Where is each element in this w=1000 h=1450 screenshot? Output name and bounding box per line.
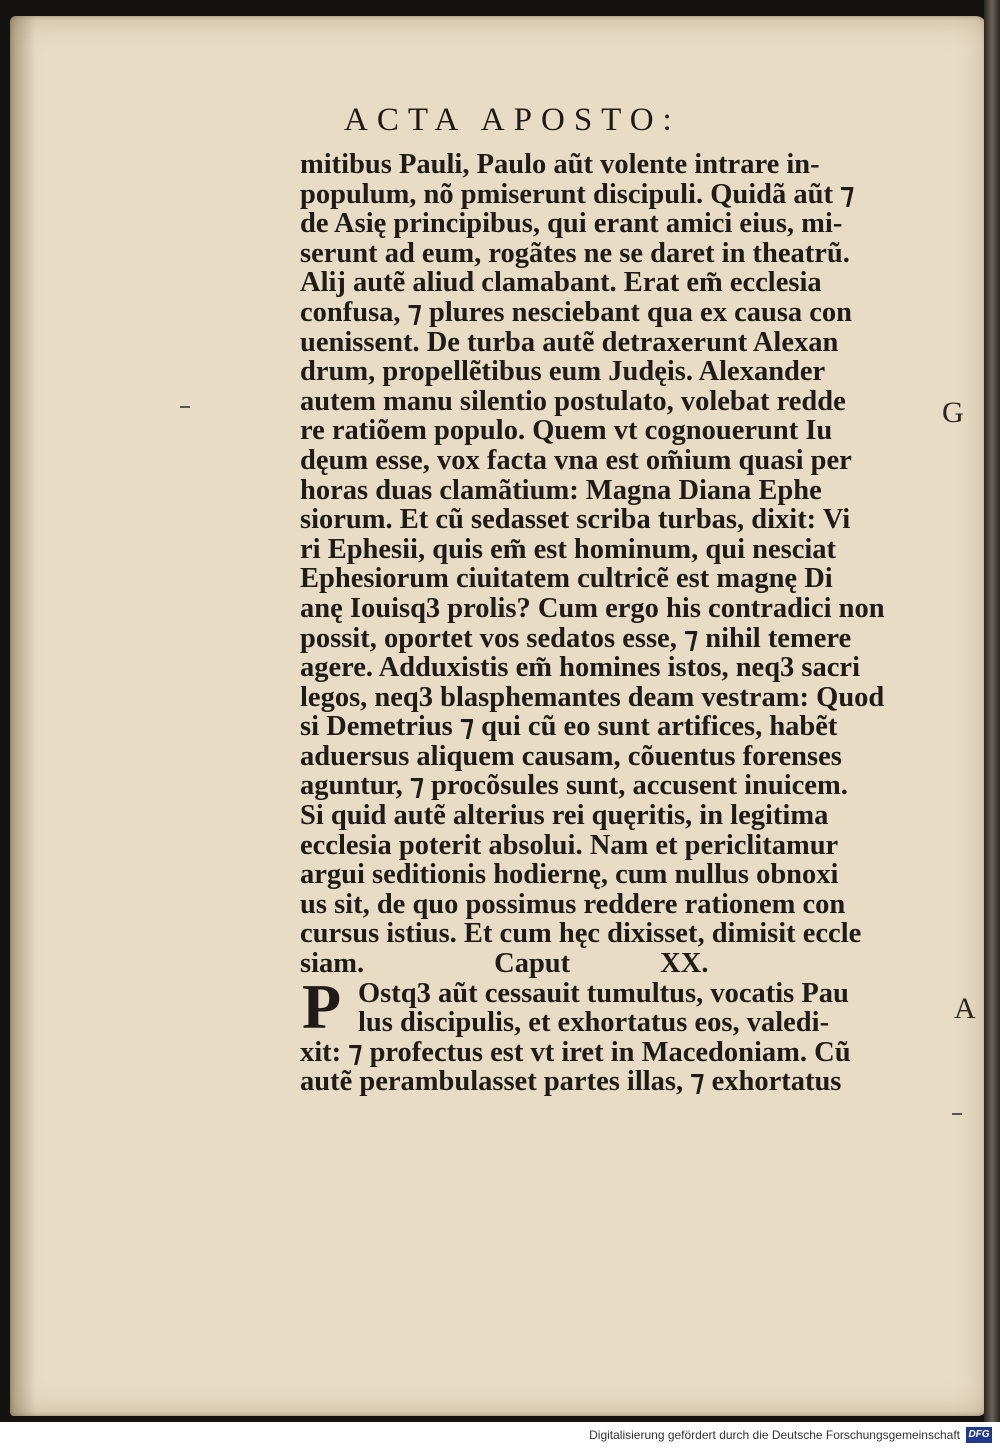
text-line: autẽ perambulasset partes illas, ⁊ exhortatus [300, 1066, 842, 1098]
margin-mark [952, 1113, 962, 1115]
text-line: confusa, ⁊ plures nesciebant qua ex causa con [300, 296, 853, 328]
text-line: argui seditionis hodiernę, cum nullus obnoxi [300, 859, 839, 891]
text-line: ri Ephesii, quis em̃ est hominum, qui nesciat [300, 533, 837, 565]
text-line: mitibus Pauli, Paulo aũt volente intrare in- [300, 149, 820, 180]
text-line: cursus istius. Et cum hęc dixisset, dimisit eccle [300, 918, 862, 950]
chapter-heading-line [300, 949, 940, 979]
margin-letter-a: A [954, 992, 976, 1025]
text-line: serunt ad eum, rogãtes ne se daret in theatrũ. [300, 237, 850, 269]
dfg-logo: DFG [966, 1427, 992, 1443]
text-line: Ephesiorum ciuitatem cultricẽ est magnę Di [300, 563, 833, 595]
text-line: possit, oportet vos sedatos esse, ⁊ nihil temere [300, 622, 852, 654]
text-line: Ostq3 aũt cessauit tumultus, vocatis Pau [358, 977, 849, 1009]
text-line: us sit, de quo possimus reddere rationem con [300, 888, 846, 920]
text-line: anę Iouisq3 prolis? Cum ergo his contradici non [300, 592, 885, 624]
margin-letter-g: G [942, 396, 964, 429]
text-line: siorum. Et cũ sedasset scriba turbas, dixit: Vi [300, 504, 851, 536]
initial-letter: P [302, 970, 342, 1042]
text-line: xit: ⁊ profectus est vt iret in Macedoniam. Cũ [300, 1036, 851, 1068]
text-line: aduersus aliquem causam, cõuentus forenses [300, 740, 842, 772]
margin-mark [180, 406, 190, 408]
text-line: ecclesia poterit absolui. Nam et periclitamur [300, 829, 839, 861]
text-line: dęum esse, vox facta vna est om̃ium quasi per [300, 444, 852, 476]
text-line: re ratiõem populo. Quem vt cognouerunt Iu [300, 415, 833, 447]
book-edge [984, 0, 1000, 1450]
text-line: populum, nõ pmiserunt discipuli. Quidã aũt ⁊ [300, 178, 855, 210]
text-line: aguntur, ⁊ procõsules sunt, accusent inuicem. [300, 770, 848, 802]
text-line: agere. Adduxistis em̃ homines istos, neq3 sacri [300, 652, 860, 684]
text-line: uenissent. De turba autẽ detraxerunt Alexan [300, 326, 839, 358]
chapter-caput: Caput [494, 948, 571, 980]
text-line: horas duas clamãtium: Magna Diana Ephe [300, 474, 822, 506]
running-head: ACTA APOSTO: [344, 102, 681, 138]
text-line: si Demetrius ⁊ qui cũ eo sunt artifices, habẽt [300, 711, 838, 743]
text-block [300, 150, 940, 1097]
text-line: Si quid autẽ alterius rei quęritis, in legitima [300, 800, 829, 832]
chapter-number: XX. [660, 948, 709, 980]
text-line: autem manu silentio postulato, volebat redde [300, 385, 846, 417]
text-line: de Asię principibus, qui erant amici eius, mi- [300, 208, 843, 240]
footer-bar [0, 1422, 1000, 1450]
chapter-opening [300, 970, 940, 1042]
text-line: legos, neq3 blasphemantes deam vestram: Quod [300, 681, 885, 713]
text-line: lus discipulis, et exhortatus eos, valedi- [358, 1007, 830, 1039]
footer-credit: Digitalisierung gefördert durch die Deutsche Forschungsgemeinschaft [589, 1428, 960, 1442]
text-line: Alij autẽ aliud clamabant. Erat em̃ ecclesia [300, 267, 822, 299]
text-line: drum, propellẽtibus eum Judęis. Alexander [300, 356, 826, 388]
chapter-line-start: siam. [300, 948, 365, 980]
